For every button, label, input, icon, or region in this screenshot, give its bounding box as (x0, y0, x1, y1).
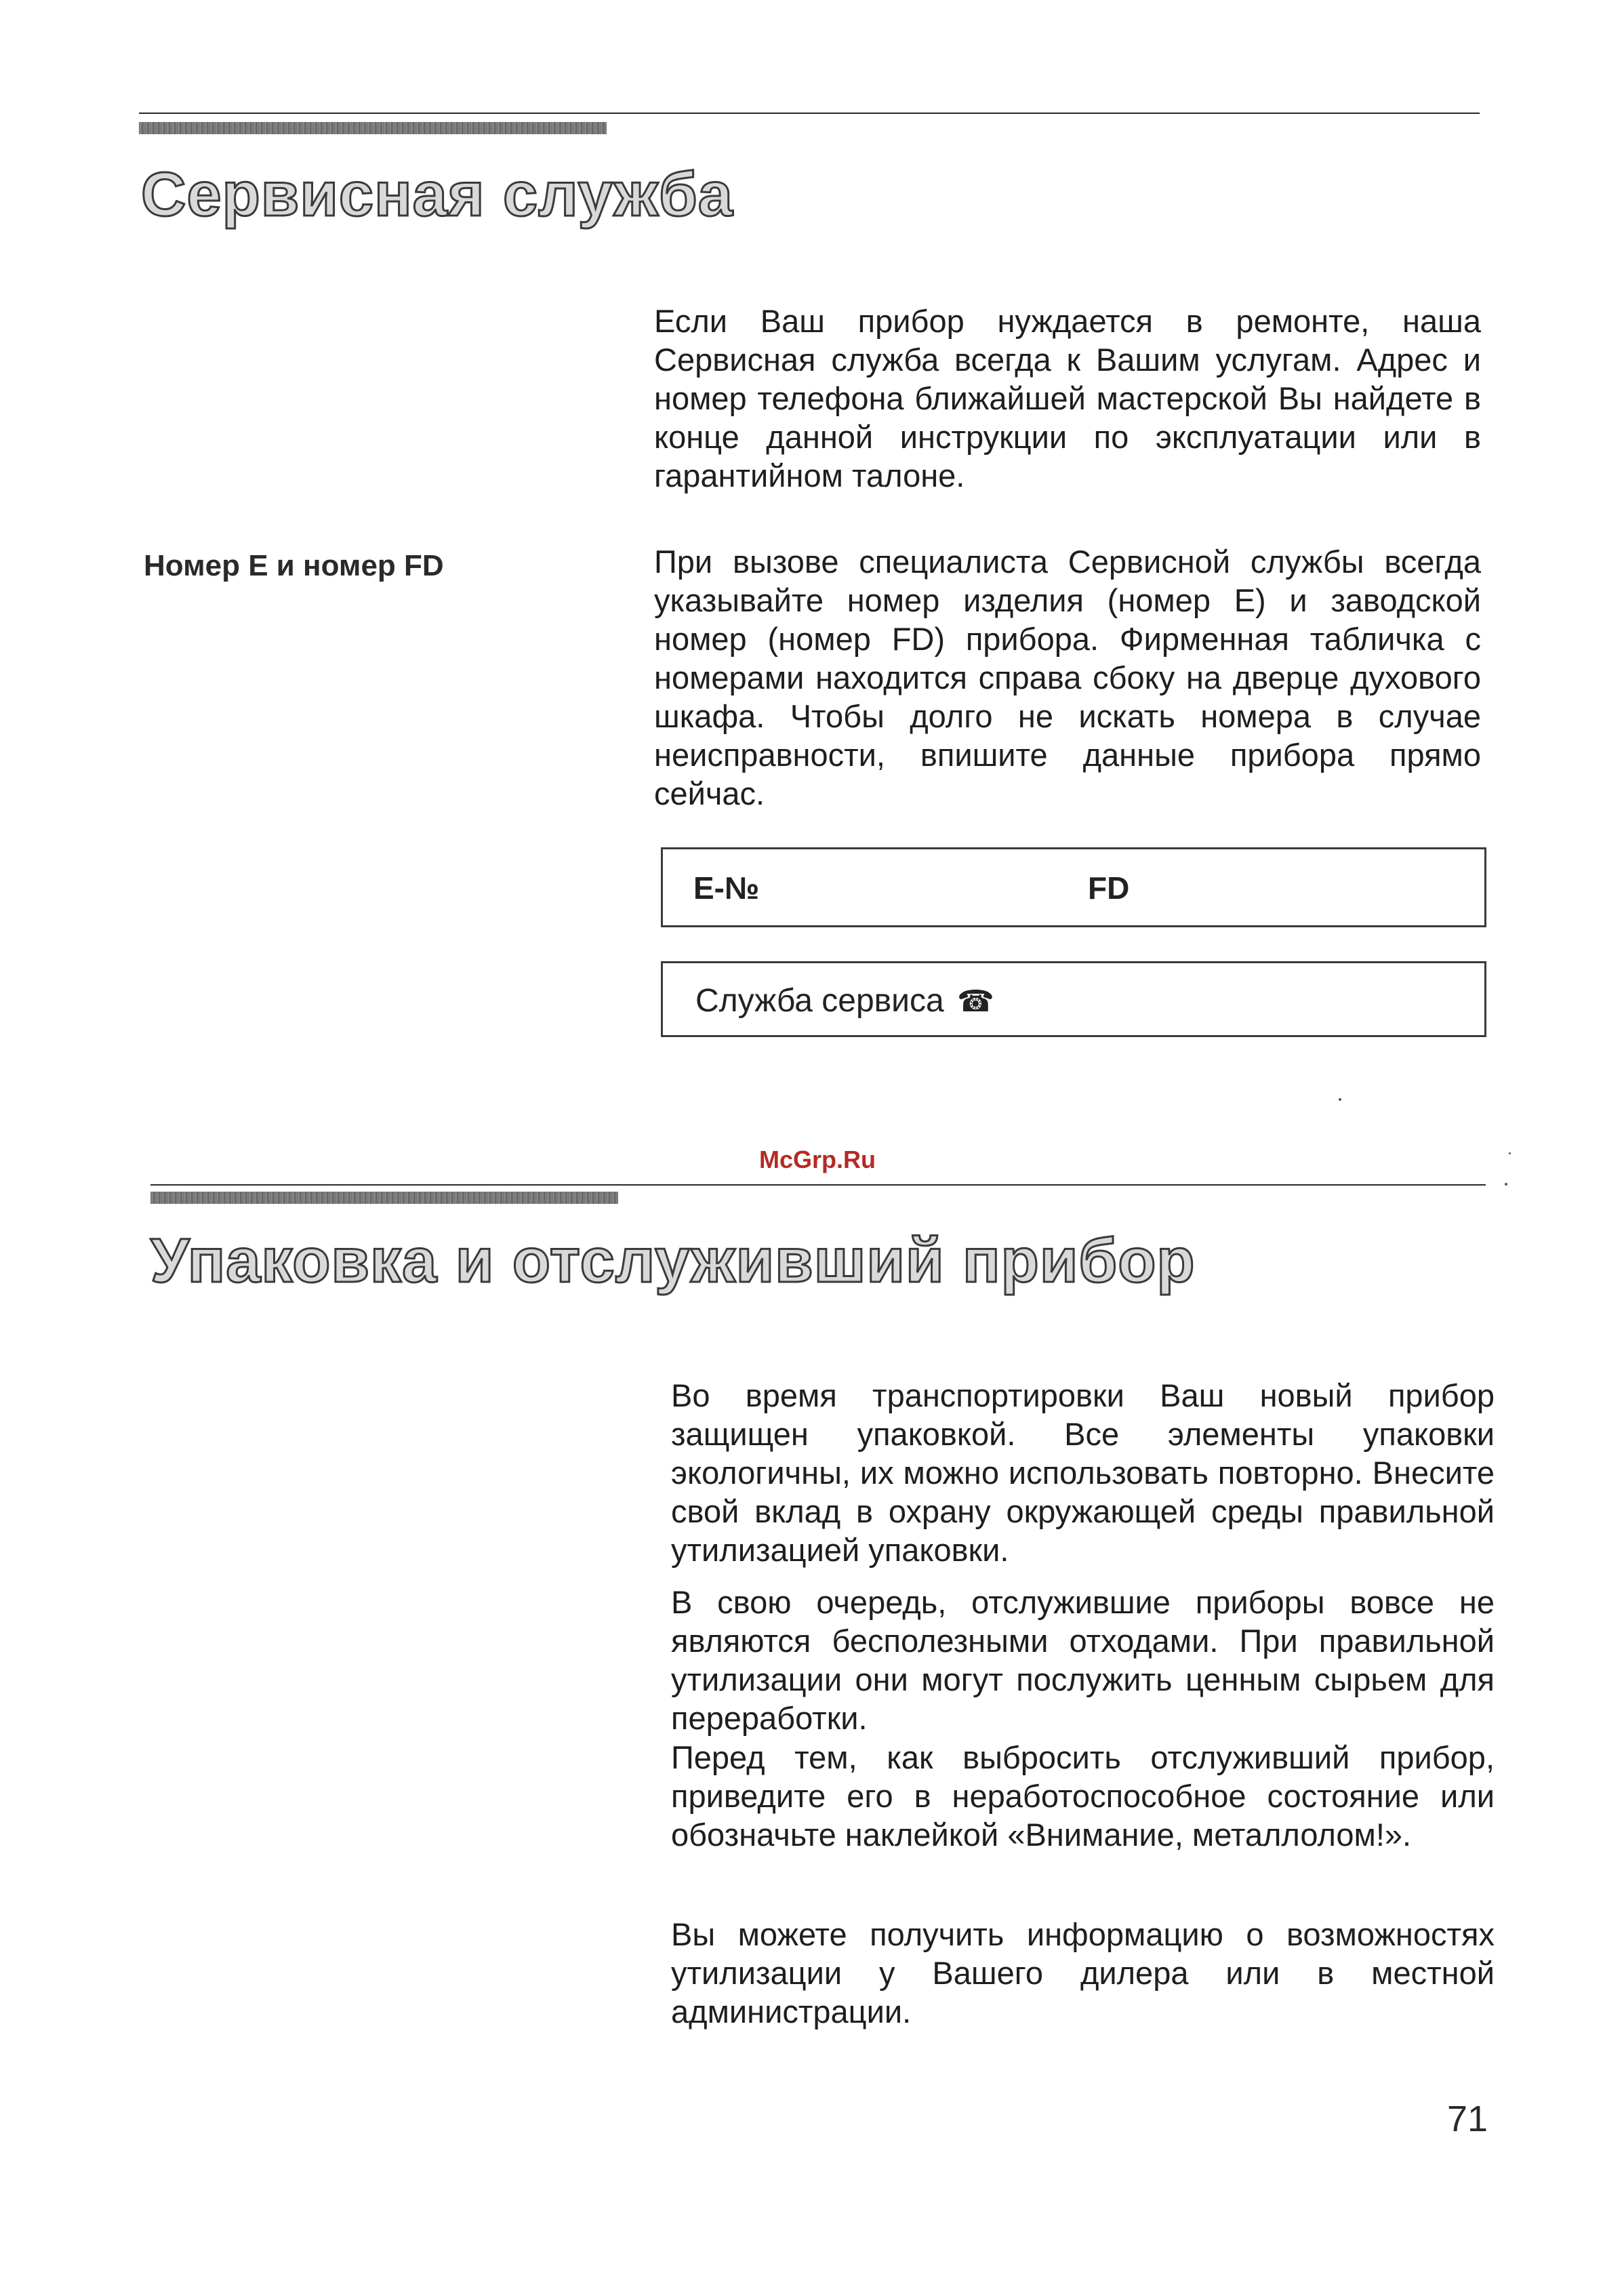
service-label-text: Служба сервиса (695, 983, 944, 1019)
section2-rule-bar (150, 1192, 618, 1204)
section1-rule-line (139, 113, 1480, 114)
phone-icon: ☎ (957, 984, 994, 1019)
section2-para4: Вы можете получить информацию о возможностях утилизации у Вашего дилера или в местной администрации. (671, 1916, 1495, 2029)
fd-label: FD (1088, 870, 1130, 906)
section2-para1: Во время транспортировки Ваш новый прибор защищен упаковкой. Все элементы упаковки экологичны, их можно использовать повторно. Внесите свой вклад в охрану окружающей среды правильной утилизацией упаковки. (671, 1377, 1495, 1568)
scan-speck (1339, 1098, 1341, 1101)
section2-para3: Перед тем, как выбросить отслуживший прибор, приведите его в неработоспособное состояние или обозначьте наклейкой «Внимание, металлолом!». (671, 1739, 1495, 1853)
watermark: McGrp.Ru (759, 1146, 876, 1173)
scan-speck (1505, 1183, 1507, 1186)
section1-rule-bar (139, 122, 607, 134)
e-number-fd-entry-box (661, 847, 1486, 927)
section2-para2: В свою очередь, отслужившие приборы вовсе не являются бесполезными отходами. При правильной утилизации они могут послужить ценным сырьем для переработки. (671, 1584, 1495, 1736)
section2-title: Упаковка и отслуживший прибор (150, 1226, 1196, 1295)
section2-rule-line (150, 1184, 1486, 1186)
scan-speck (1509, 1152, 1511, 1154)
section1-title: Сервисная служба (141, 160, 733, 229)
section1-body: При вызове специалиста Сервисной службы всегда указывайте номер изделия (номер E) и заводской номер (номер FD) прибора. Фирменная табличка с номерами находится справа сбоку на дверце духового шкафа. Чтобы долго не искать номера в случае неисправности, впишите данные прибора прямо сейчас. (654, 544, 1481, 811)
e-number-label: E-№ (693, 870, 760, 906)
page-number: 71 (1447, 2099, 1488, 2139)
section1-intro: Если Ваш прибор нуждается в ремонте, наша Сервисная служба всегда к Вашим услугам. Адрес и номер телефона ближайшей мастерской Вы найдете в конце данной инструкции по эксплуатации или в гарантийном талоне. (654, 303, 1481, 493)
section1-side-label: Номер E и номер FD (144, 549, 444, 582)
service-phone-entry-box (661, 961, 1486, 1037)
service-label (695, 982, 994, 1019)
